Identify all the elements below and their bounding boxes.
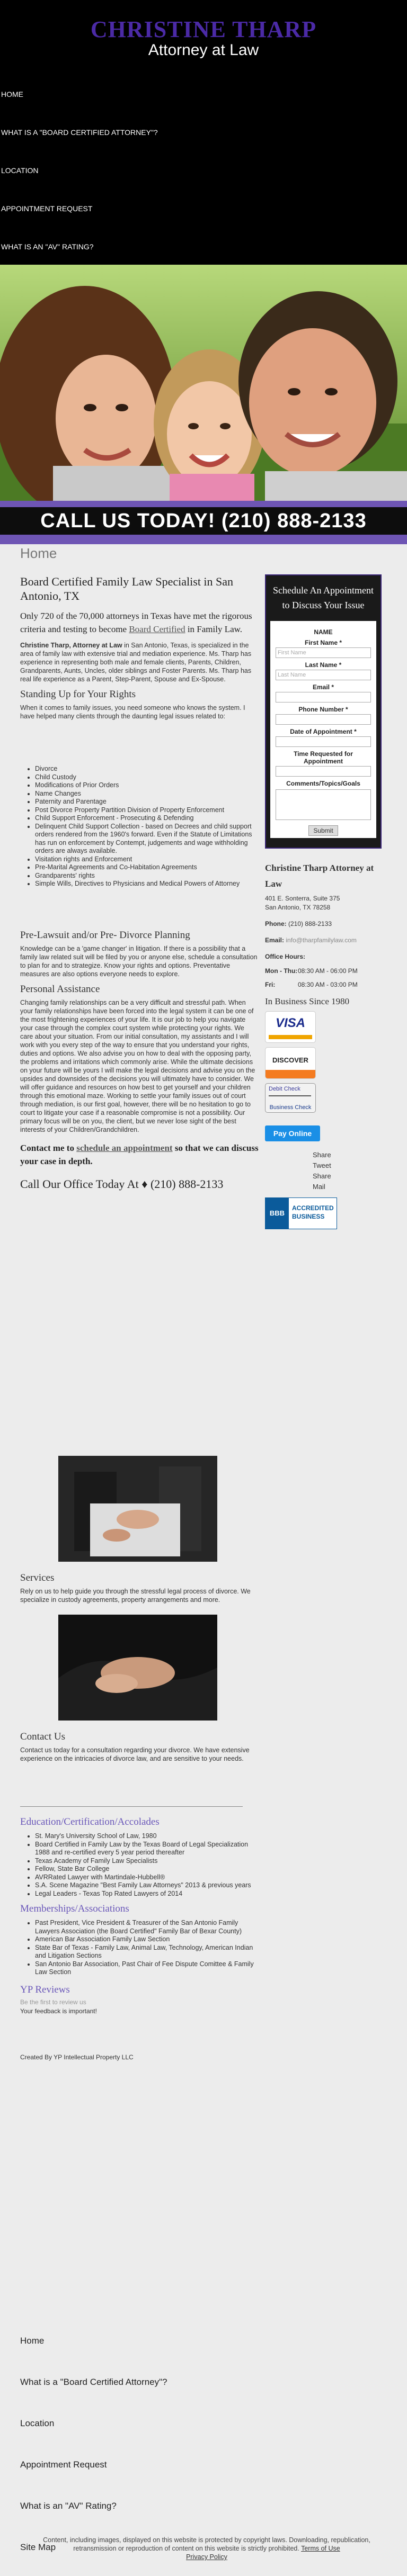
- list-item: • Past President, Vice President & Treasurer of the San Antonio Family Lawyers Association (the Board Certified" Family Bar of Bexar County): [35, 1919, 259, 1935]
- nav-item-av-rating[interactable]: WHAT IS AN "AV" RATING?: [1, 242, 94, 251]
- rights-heading: Standing Up for Your Rights: [20, 689, 136, 700]
- nav-item-home[interactable]: HOME: [1, 90, 23, 98]
- list-item: • Paternity and Parentage: [35, 798, 259, 806]
- visa-card-icon: VISA: [265, 1011, 316, 1043]
- contact-text: Contact us today for a consultation regarding your divorce. We have extensive experience on the intricacies of divorce law, and are sensitive to your needs.: [20, 1746, 250, 1762]
- last-name-input[interactable]: Last Name: [276, 670, 371, 680]
- schedule-appointment-link[interactable]: schedule an appointment: [76, 1142, 173, 1153]
- list-item: • Legal Leaders - Texas Top Rated Lawyers of 2014: [35, 1890, 259, 1898]
- date-label: Date of Appointment *: [290, 728, 357, 735]
- footer-link-home[interactable]: Home: [20, 2336, 45, 2346]
- bbb-badge[interactable]: BBB ACCREDITED BUSINESS: [265, 1197, 337, 1229]
- list-item: • Visitation rights and Enforcement: [35, 855, 259, 864]
- in-business-since: In Business Since 1980: [265, 996, 350, 1006]
- list-item: • AVRRated Lawyer with Martindale-Hubbell®: [35, 1874, 259, 1882]
- phone-label: Phone Number *: [298, 706, 348, 713]
- rights-text: When it comes to family issues, you need someone who knows the system. I have helped many clients through the daunting legal issues related to:: [20, 704, 245, 720]
- call-office-line: Call Our Office Today At ♦ (210) 888-2133: [20, 1177, 224, 1191]
- education-list: [20, 1832, 259, 1898]
- hours-row: Mon - Thu: 08:30 AM - 06:00 PM: [265, 967, 358, 975]
- email-link[interactable]: info@tharpfamilylaw.com: [286, 936, 357, 944]
- pay-online-button[interactable]: Pay Online: [265, 1125, 320, 1141]
- lead-paragraph: Only 720 of the 70,000 attorneys in Texas have met the rigorous criteria and testing to become Board Certified in Family Law.: [20, 611, 252, 634]
- appointment-form: [270, 621, 376, 838]
- education-heading: Education/Certification/Accolades: [20, 1816, 160, 1827]
- first-name-label: First Name *: [304, 639, 342, 646]
- list-item: • Delinquent Child Support Collection - based on Decrees and child support orders rendered from the 1960's forward. Even if the Statute of Limitations has run on enforcement by Contempt, judgements and wage withholding orders are always available.: [35, 823, 259, 855]
- bbb-logo-icon: BBB: [266, 1198, 289, 1229]
- list-item: • Fellow, State Bar College: [35, 1865, 259, 1874]
- services-heading: Services: [20, 1572, 55, 1583]
- firm-name: Christine Tharp Attorney at Law: [265, 863, 374, 889]
- services-photo: [58, 1456, 217, 1562]
- site-header: [0, 0, 407, 265]
- list-item: • Simple Wills, Directives to Physicians and Medical Powers of Attorney: [35, 880, 259, 888]
- comments-label: Comments/Topics/Goals: [286, 780, 360, 787]
- address-line-2: San Antonio, TX 78258: [265, 904, 331, 911]
- share-link[interactable]: Share: [313, 1151, 331, 1159]
- main-heading: Board Certified Family Law Specialist in San Antonio, TX: [20, 575, 234, 602]
- sidebar: [265, 574, 382, 1229]
- footer-link-av-rating[interactable]: What is an "AV" Rating?: [20, 2501, 117, 2511]
- appointment-widget-title: Schedule An Appointment to Discuss Your Issue: [273, 585, 374, 610]
- email-input[interactable]: [276, 692, 371, 702]
- personal-text: Changing family relationships can be a very difficult and stressful path. When your family relationships have been forced into the legal system it can be one of the most frightening experiences of your life. It is our job to help you navigate your case through the complex court system while protecting your rights. We care about your situation. From our initial consultation, my assistants and I will work with you every step of the way to ensure that you understand your rights, duties and options. We also advise you on how to deal with the opposing party, the problems and irritations which commonly arise. While the ultimate decisions on your future will be yours I will make the legal decisions and advise you on the upsides and downsides of the decisions you will ultimately have to consider. We will offer guidance and resources on how best to get yourself and your children through this emotional maze. Working to settle your family issues out of court through mediation, is our first goal, however, there will be no hesitation to go to court to litigate your case if a reasonable compromise is not a possibility. Our primary focus will be on you, the client, but we never lose sight of the best interests of your Children/Grandchildren.: [20, 998, 255, 1133]
- phone-input[interactable]: [276, 714, 371, 725]
- page-title: Home: [20, 545, 57, 561]
- footer-link-board-certified[interactable]: What is a "Board Certified Attorney"?: [20, 2377, 167, 2387]
- privacy-link[interactable]: Privacy Policy: [186, 2553, 227, 2561]
- contact-cta: Contact me to schedule an appointment so that we can discuss your case in depth.: [20, 1142, 259, 1166]
- nav-item-board-certified[interactable]: WHAT IS A "BOARD CERTIFIED ATTORNEY"?: [1, 128, 158, 137]
- discover-card-icon: DISCOVER: [265, 1047, 316, 1079]
- social-share: [265, 1150, 382, 1192]
- secondary-content: [20, 1456, 259, 2062]
- main-nav: [0, 90, 407, 281]
- time-input[interactable]: [276, 766, 371, 777]
- list-item: • Post Divorce Property Partition Division of Property Enforcement: [35, 806, 259, 815]
- practice-areas-list: [20, 765, 259, 888]
- address-line-1: 401 E. Sonterra, Suite 375: [265, 895, 340, 902]
- footer-link-site-map[interactable]: Site Map: [20, 2542, 56, 2552]
- list-item: • Name Changes: [35, 790, 259, 798]
- list-item: • Board Certified in Family Law by the Texas Board of Legal Specialization 1988 and re-certified every 5 year period thereafter: [35, 1841, 259, 1857]
- list-item: • Child Custody: [35, 773, 259, 782]
- tweet-link[interactable]: Tweet: [313, 1161, 331, 1169]
- list-item: • Texas Academy of Family Law Specialists: [35, 1857, 259, 1866]
- reviews-heading: YP Reviews: [20, 1984, 70, 1995]
- personal-heading: Personal Assistance: [20, 983, 100, 995]
- memberships-heading: Memberships/Associations: [20, 1903, 129, 1914]
- terms-link[interactable]: Terms of Use: [301, 2545, 340, 2552]
- time-label: Time Requested for Appointment: [294, 750, 353, 765]
- list-item: • State Bar of Texas - Family Law, Animal Law, Technology, American Indian and Litigation Sections: [35, 1944, 259, 1960]
- intro-paragraph: Christine Tharp, Attorney at Law in San Antonio, Texas, is specialized in the area of family law with extensive trial and mediation experience. Ms. Tharp has experience in representing both male and female clients, Parents, Children, Grandparents, Aunts, Uncles, older siblings and Foster Parents. Ms. Tharp has real life experience as a Parent, Step-Parent, Spouse and Ex-Spouse.: [20, 642, 252, 683]
- list-item: • Grandparents' rights: [35, 872, 259, 880]
- list-item: • American Bar Association Family Law Section: [35, 1935, 259, 1944]
- last-name-label: Last Name *: [305, 661, 342, 669]
- hours-label: Office Hours:: [265, 953, 306, 960]
- business-check-icon: Debit Check Business Check: [265, 1083, 316, 1113]
- nav-item-location[interactable]: LOCATION: [1, 166, 39, 175]
- footer-nav: [0, 2336, 407, 2563]
- services-text: Rely on us to help guide you through the stressful legal process of divorce. We specialize in custody agreements, property arrangements and more.: [20, 1588, 251, 1604]
- name-label: NAME: [314, 628, 333, 636]
- contact-photo: [58, 1615, 217, 1721]
- contact-heading: Contact Us: [20, 1731, 65, 1742]
- list-item: • St. Mary's University School of Law, 1980: [35, 1832, 259, 1841]
- comments-textarea[interactable]: [276, 789, 371, 820]
- main-content: [20, 574, 259, 1197]
- memberships-list: [20, 1919, 259, 1977]
- hero-family-photo: [0, 265, 407, 501]
- call-us-banner: [0, 501, 407, 544]
- date-input[interactable]: [276, 736, 371, 747]
- review-first-link[interactable]: Be the first to review us: [20, 1998, 86, 2006]
- list-item: • S.A. Scene Magazine "Best Family Law Attorneys" 2013 & previous years: [35, 1881, 259, 1890]
- list-item: • San Antonio Bar Association, Past Chair of Fee Dispute Comittee & Family Law Section: [35, 1960, 259, 1977]
- submit-button[interactable]: Submit: [308, 825, 338, 836]
- email-info: Email: info@tharpfamilylaw.com: [265, 936, 357, 944]
- list-item: • Modifications of Prior Orders: [35, 781, 259, 790]
- site-logo-name[interactable]: CHRISTINE THARP: [90, 16, 317, 42]
- nav-item-appointment-request[interactable]: APPOINTMENT REQUEST: [1, 204, 93, 213]
- mail-link[interactable]: Mail: [313, 1183, 325, 1191]
- credit-text: Created By YP Intellectual Property LLC: [20, 2053, 134, 2061]
- phone-link[interactable]: (210) 888-2133: [288, 920, 332, 927]
- call-us-text[interactable]: CALL US TODAY! (210) 888-2133: [40, 510, 367, 532]
- footer-link-location[interactable]: Location: [20, 2418, 55, 2428]
- hours-row: Fri: 08:30 AM - 03:00 PM: [265, 981, 358, 988]
- email-label: Email *: [312, 683, 334, 691]
- prenup-text: Knowledge can be a 'game changer' in litigation. If there is a possibility that a family law related suit will be filed by you or anyone else, schedule a consultation to plan for and to strategize. Know your rights and options. Preventative measures are also options everyone needs to explore.: [20, 944, 258, 978]
- list-item: • Child Support Enforcement - Prosecuting & Defending: [35, 814, 259, 823]
- list-item: • Pre-Marital Agreements and Co-Habitation Agreements: [35, 863, 259, 872]
- first-name-input[interactable]: First Name: [276, 647, 371, 658]
- prenup-heading: Pre-Lawsuit and/or Pre- Divorce Planning: [20, 929, 190, 941]
- appointment-widget: [265, 574, 382, 849]
- phone-info: Phone: (210) 888-2133: [265, 920, 332, 927]
- board-certified-link[interactable]: Board Certified: [129, 624, 185, 634]
- copyright-notice: Content, including images, displayed on this website is protected by copyright laws. Downloading, republication, retransmission or reproduction of content on this website is strictly prohibited. Terms of Use Privacy Policy: [43, 2536, 370, 2561]
- review-feedback-text: Your feedback is important!: [20, 2007, 97, 2015]
- share-link[interactable]: Share: [313, 1172, 331, 1180]
- site-logo-tagline: Attorney at Law: [148, 41, 259, 59]
- list-item: • Divorce: [35, 765, 259, 773]
- footer-link-appointment-request[interactable]: Appointment Request: [20, 2460, 107, 2470]
